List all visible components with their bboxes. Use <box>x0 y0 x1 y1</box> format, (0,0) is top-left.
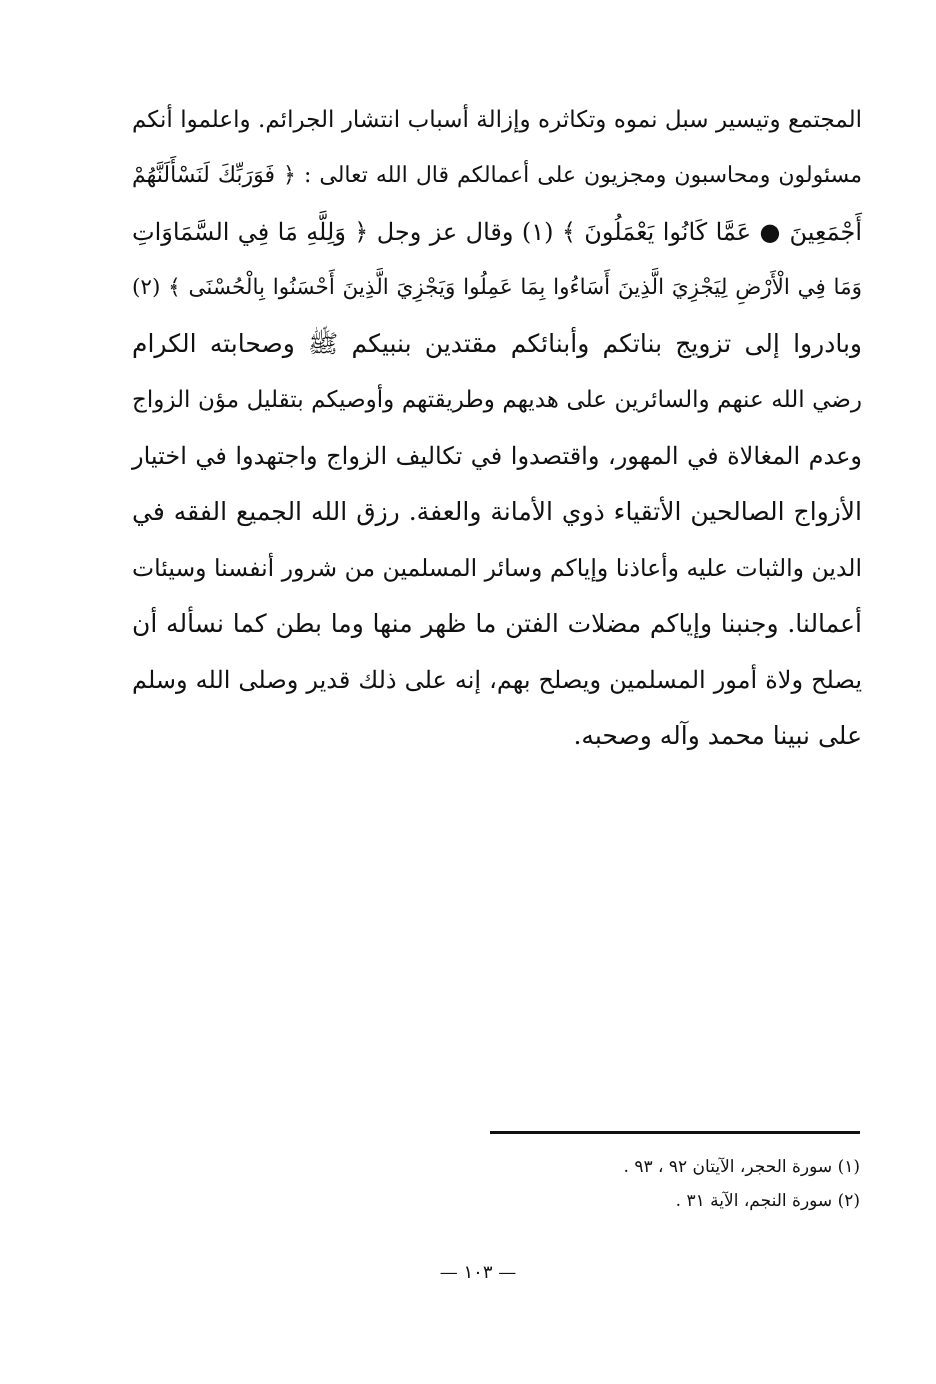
body-line: وبادروا إلى تزويج بناتكم وأبنائكم مقتدين بنبيكم ﷺ وصحابته الكرام <box>132 329 862 358</box>
body-line: رضي الله عنهم والسائرين على هديهم وطريقتهم وأوصيكم بتقليل مؤن الزواج <box>132 387 862 413</box>
footnote-1: (١) سورة الحجر، الآيتان ٩٢ ، ٩٣ . <box>623 1157 860 1177</box>
body-line: الأزواج الصالحين الأتقياء ذوي الأمانة والعفة. رزق الله الجميع الفقه في <box>132 497 862 526</box>
body-line: المجتمع وتيسير سبل نموه وتكاثره وإزالة أسباب انتشار الجرائم. واعلموا أنكم <box>132 107 862 133</box>
body-line: الدين والثبات عليه وأعاذنا وإياكم وسائر المسلمين من شرور أنفسنا وسيئات <box>132 554 862 582</box>
footnote-2: (٢) سورة النجم، الآية ٣١ . <box>675 1191 860 1211</box>
body-line: وعدم المغالاة في المهور، واقتصدوا في تكاليف الزواج واجتهدوا في اختيار <box>132 442 862 470</box>
footnote-divider <box>490 1131 860 1134</box>
body-line: أَجْمَعِينَ ● عَمَّا كَانُوا يَعْمَلُونَ ﴾ (١) وقال عز وجل ﴿ وَلِلَّهِ مَا فِي السَّمَاوَاتِ <box>132 218 862 246</box>
body-line: وَمَا فِي الْأَرْضِ لِيَجْزِيَ الَّذِينَ أَسَاءُوا بِمَا عَمِلُوا وَيَجْزِيَ الَّذِينَ أَحْسَنُوا بِالْحُسْنَى ﴾ (٢) <box>132 275 862 300</box>
body-text <box>132 92 862 764</box>
body-line: على نبينا محمد وآله وصحبه. <box>573 721 862 750</box>
page-number: — ١٠٣ — <box>439 1262 517 1283</box>
body-line: أعمالنا. وجنبنا وإياكم مضلات الفتن ما ظهر منها وما بطن كما نسأله أن <box>132 609 862 638</box>
body-line: يصلح ولاة أمور المسلمين ويصلح بهم، إنه على ذلك قدير وصلى الله وسلم <box>132 666 862 694</box>
body-line: مسئولون ومحاسبون ومجزيون على أعمالكم قال الله تعالى : ﴿ فَوَرَبِّكَ لَنَسْأَلَنَّهُمْ <box>132 163 863 188</box>
footnotes <box>490 1150 860 1218</box>
